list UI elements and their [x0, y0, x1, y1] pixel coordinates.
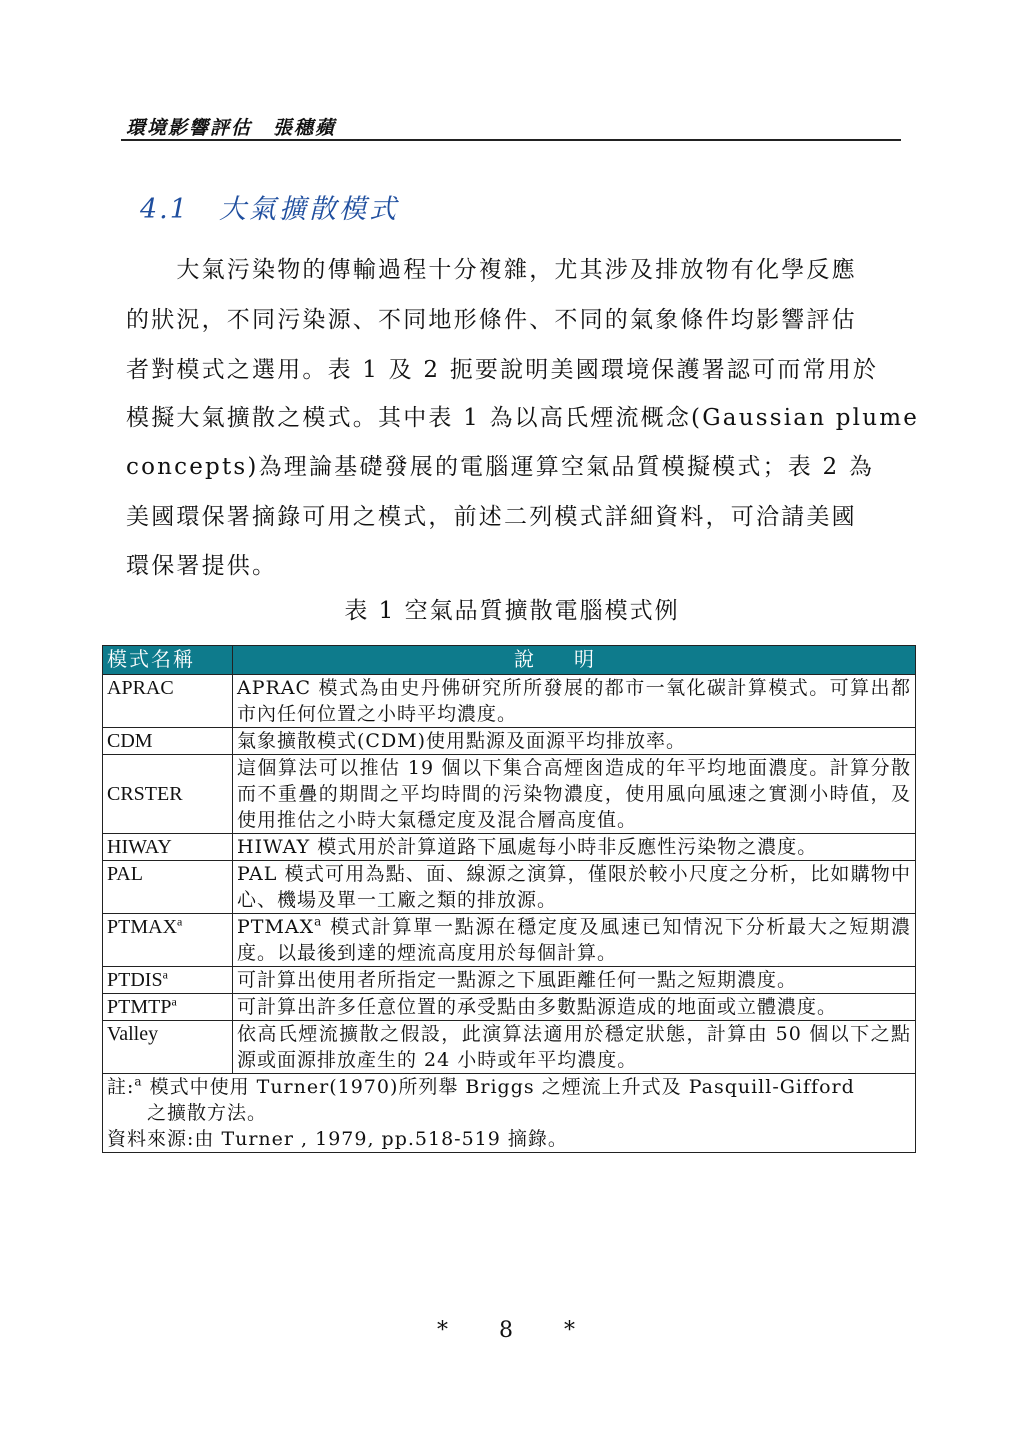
- paragraph-line: 模擬大氣擴散之模式。其中表 1 為以高氏煙流概念(Gaussian plume: [126, 405, 920, 431]
- source-note: 資料來源:由 Turner , 1979, pp.518-519 摘錄。: [107, 1128, 568, 1150]
- model-name: CDM: [103, 728, 233, 755]
- model-description: APRAC 模式為由史丹佛研究所所發展的都市一氧化碳計算模式。可算出都市內任何位置之小時平均濃度。: [233, 675, 916, 728]
- model-name: PAL: [103, 861, 233, 914]
- model-description: 依高氏煙流擴散之假設，此演算法適用於穩定狀態，計算由 50 個以下之點源或面源排放產生的 24 小時或年平均濃度。: [233, 1021, 916, 1074]
- header-rule: [121, 139, 901, 141]
- model-name-inline: PTMAX: [237, 916, 315, 938]
- model-description: 這個算法可以推估 19 個以下集合高煙囪造成的年平均地面濃度。計算分散而不重疊的期間之平均時間的污染物濃度，使用風向風速之實測小時值，及使用推估之小時大氣穩定度及混合層高度值。: [233, 755, 916, 834]
- model-description: [233, 914, 916, 967]
- model-description: 可計算出使用者所指定一點源之下風距離任何一點之短期濃度。: [233, 967, 916, 994]
- table-caption: 表 1 空氣品質擴散電腦模式例: [344, 598, 680, 624]
- table-row: [103, 994, 916, 1021]
- section-heading: [140, 187, 399, 226]
- note-label: 註:: [107, 1076, 135, 1098]
- note-text-line2: 之擴散方法。: [147, 1102, 268, 1124]
- table-row: [103, 675, 916, 728]
- model-name: [103, 994, 233, 1021]
- model-name-text: PTMTP: [107, 996, 172, 1018]
- table-row: [103, 1021, 916, 1074]
- model-name-text: PTMAX: [107, 916, 178, 938]
- model-description: 氣象擴散模式(CDM)使用點源及面源平均排放率。: [233, 728, 916, 755]
- model-name: Valley: [103, 1021, 233, 1074]
- model-description: PAL 模式可用為點、面、線源之演算，僅限於較小尺度之分析，比如購物中心、機場及單一工廠之類的排放源。: [233, 861, 916, 914]
- section-number: 4.1: [140, 194, 189, 225]
- model-description: HIWAY 模式用於計算道路下風處每小時非反應性污染物之濃度。: [233, 834, 916, 861]
- models-table: [102, 645, 916, 1153]
- model-description: 可計算出許多任意位置的承受點由多數點源造成的地面或立體濃度。: [233, 994, 916, 1021]
- table-row: [103, 834, 916, 861]
- paragraph-line: 大氣污染物的傳輸過程十分複雜，尤其涉及排放物有化學反應: [126, 257, 857, 283]
- table-row: [103, 914, 916, 967]
- running-header: 環境影響評估 張穗蘋: [126, 117, 337, 139]
- page-number: * 8 *: [437, 1318, 597, 1343]
- paragraph-line: 的狀況，不同污染源、不同地形條件、不同的氣象條件均影響評估: [126, 307, 857, 333]
- table-row: [103, 728, 916, 755]
- table-header-row: [103, 646, 916, 675]
- model-name: HIWAY: [103, 834, 233, 861]
- model-name: [103, 967, 233, 994]
- table-row: [103, 861, 916, 914]
- footnote-marker: a: [134, 1074, 143, 1089]
- footnote-marker: a: [162, 967, 168, 982]
- table-notes-row: [103, 1074, 916, 1153]
- section-title: 大氣擴散模式: [218, 194, 399, 225]
- model-name: APRAC: [103, 675, 233, 728]
- footnote-marker: a: [171, 994, 177, 1009]
- paragraph-line: 者對模式之選用。表 1 及 2 扼要說明美國環境保護署認可而常用於: [126, 357, 879, 383]
- paragraph-line: concepts)為理論基礎發展的電腦運算空氣品質模擬模式；表 2 為: [126, 454, 875, 480]
- footnote-marker: a: [177, 914, 183, 929]
- column-header-description: 說明: [233, 646, 916, 675]
- column-header-name: 模式名稱: [103, 646, 233, 675]
- table-row: [103, 967, 916, 994]
- footnote-marker: a: [314, 914, 323, 929]
- table-notes: [103, 1074, 916, 1153]
- paragraph-line: 美國環保署摘錄可用之模式，前述二列模式詳細資料，可洽請美國: [126, 504, 857, 530]
- note-text-line1: 模式中使用 Turner(1970)所列舉 Briggs 之煙流上升式及 Pasquill-Gifford: [149, 1076, 855, 1098]
- model-description-text: 模式計算單一點源在穩定度及風速已知情況下分析最大之短期濃度。以最後到達的煙流高度用於每個計算。: [237, 916, 911, 964]
- model-name: [103, 914, 233, 967]
- table-row: [103, 755, 916, 834]
- model-name: CRSTER: [103, 755, 233, 834]
- paragraph-line: 環保署提供。: [126, 553, 278, 579]
- model-name-text: PTDIS: [107, 969, 163, 991]
